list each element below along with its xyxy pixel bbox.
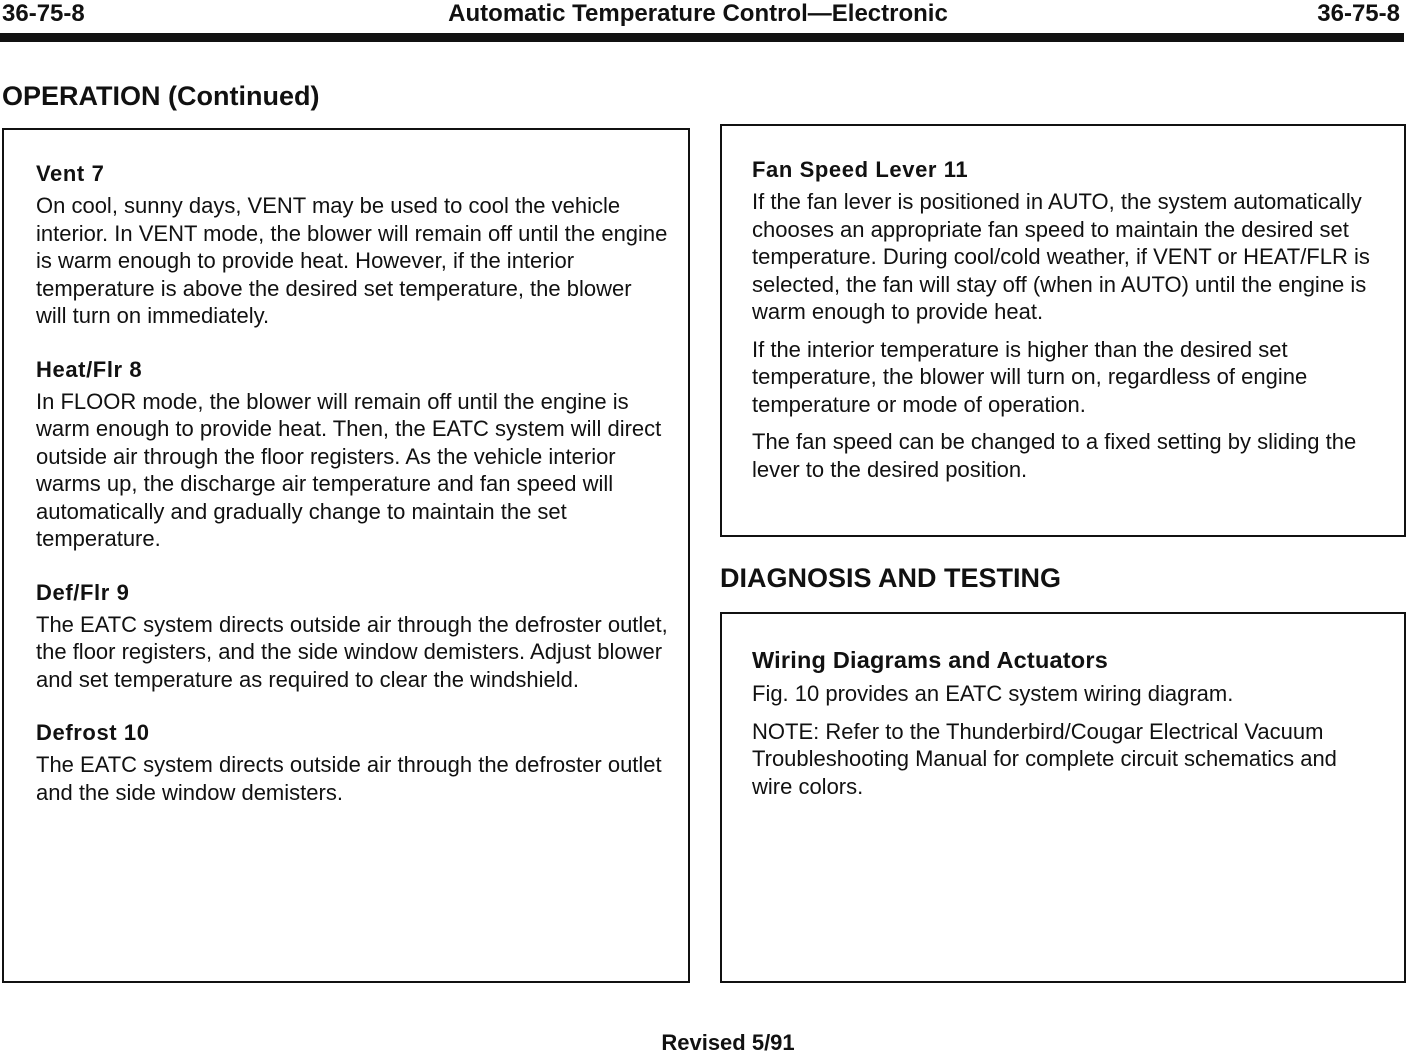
fan-speed-p2: If the interior temperature is higher than the desired set temperature, the blower will turn on, regardless of engine temperature or mode of operation. [752,336,1308,417]
vent-text: On cool, sunny days, VENT may be used to cool the vehicle interior. In VENT mode, the blower will remain off until the engine is warm enough to provide heat. However, if the interior temperature is above the desired set temperature, the blower will turn on immediately. [36,193,668,328]
defrost-entry [36,719,668,806]
page-number-left: 36-75-8 [2,0,85,27]
operation-box-left [2,128,690,983]
wiring-title: Wiring Diagrams and Actuators [752,647,1108,673]
vent-title: Vent 7 [36,161,105,186]
header-rule [0,33,1404,42]
heat-flr-title: Heat/Flr 8 [36,356,143,382]
heat-flr-entry [36,356,668,553]
fan-speed-p1: If the fan lever is positioned in AUTO, the system automatically chooses an appropriate fan speed to maintain the desired set temperature. During cool/cold weather, if VENT or HEAT/FLR is selected, the fan will stay off (when in AUTO) until the engine is warm enough to provide heat. [752,189,1370,324]
defrost-text: The EATC system directs outside air through the defroster outlet and the side window demisters. [36,752,662,805]
page-title [0,0,1408,28]
revised-footer: Revised 5/91 [661,1030,795,1055]
def-flr-entry [36,579,668,694]
vent-entry [36,160,668,330]
defrost-title: Defrost 10 [36,720,150,745]
page-title-text: Automatic Temperature Control—Electronic [448,0,948,27]
wiring-p2: NOTE: Refer to the Thunderbird/Cougar Electrical Vacuum Troubleshooting Manual for complete circuit schematics and wire colors. [752,718,1337,799]
page-number-right: 36-75-8 [1317,0,1400,27]
def-flr-title: Def/Flr 9 [36,579,130,605]
fan-speed-box [720,124,1406,537]
wiring-box [720,612,1406,983]
heat-flr-text: In FLOOR mode, the blower will remain off until the engine is warm enough to provide heat. Then, the EATC system will direct outside air through the floor registers. As the vehicle interior warms up, the discharge air temperature and fan speed will automatically and gradually change to maintain the set temperature. [36,388,662,551]
operation-heading: OPERATION (Continued) [2,81,320,111]
fan-speed-p3: The fan speed can be changed to a fixed setting by sliding the lever to the desired position. [752,429,1357,482]
diagnosis-heading: DIAGNOSIS AND TESTING [720,563,1062,593]
fan-speed-title: Fan Speed Lever 11 [752,157,969,182]
wiring-p1: Fig. 10 provides an EATC system wiring diagram. [752,681,1234,706]
def-flr-text: The EATC system directs outside air through the defroster outlet, the floor registers, and the side window demisters. Adjust blower and set temperature as required to clear the windshield. [36,611,668,692]
